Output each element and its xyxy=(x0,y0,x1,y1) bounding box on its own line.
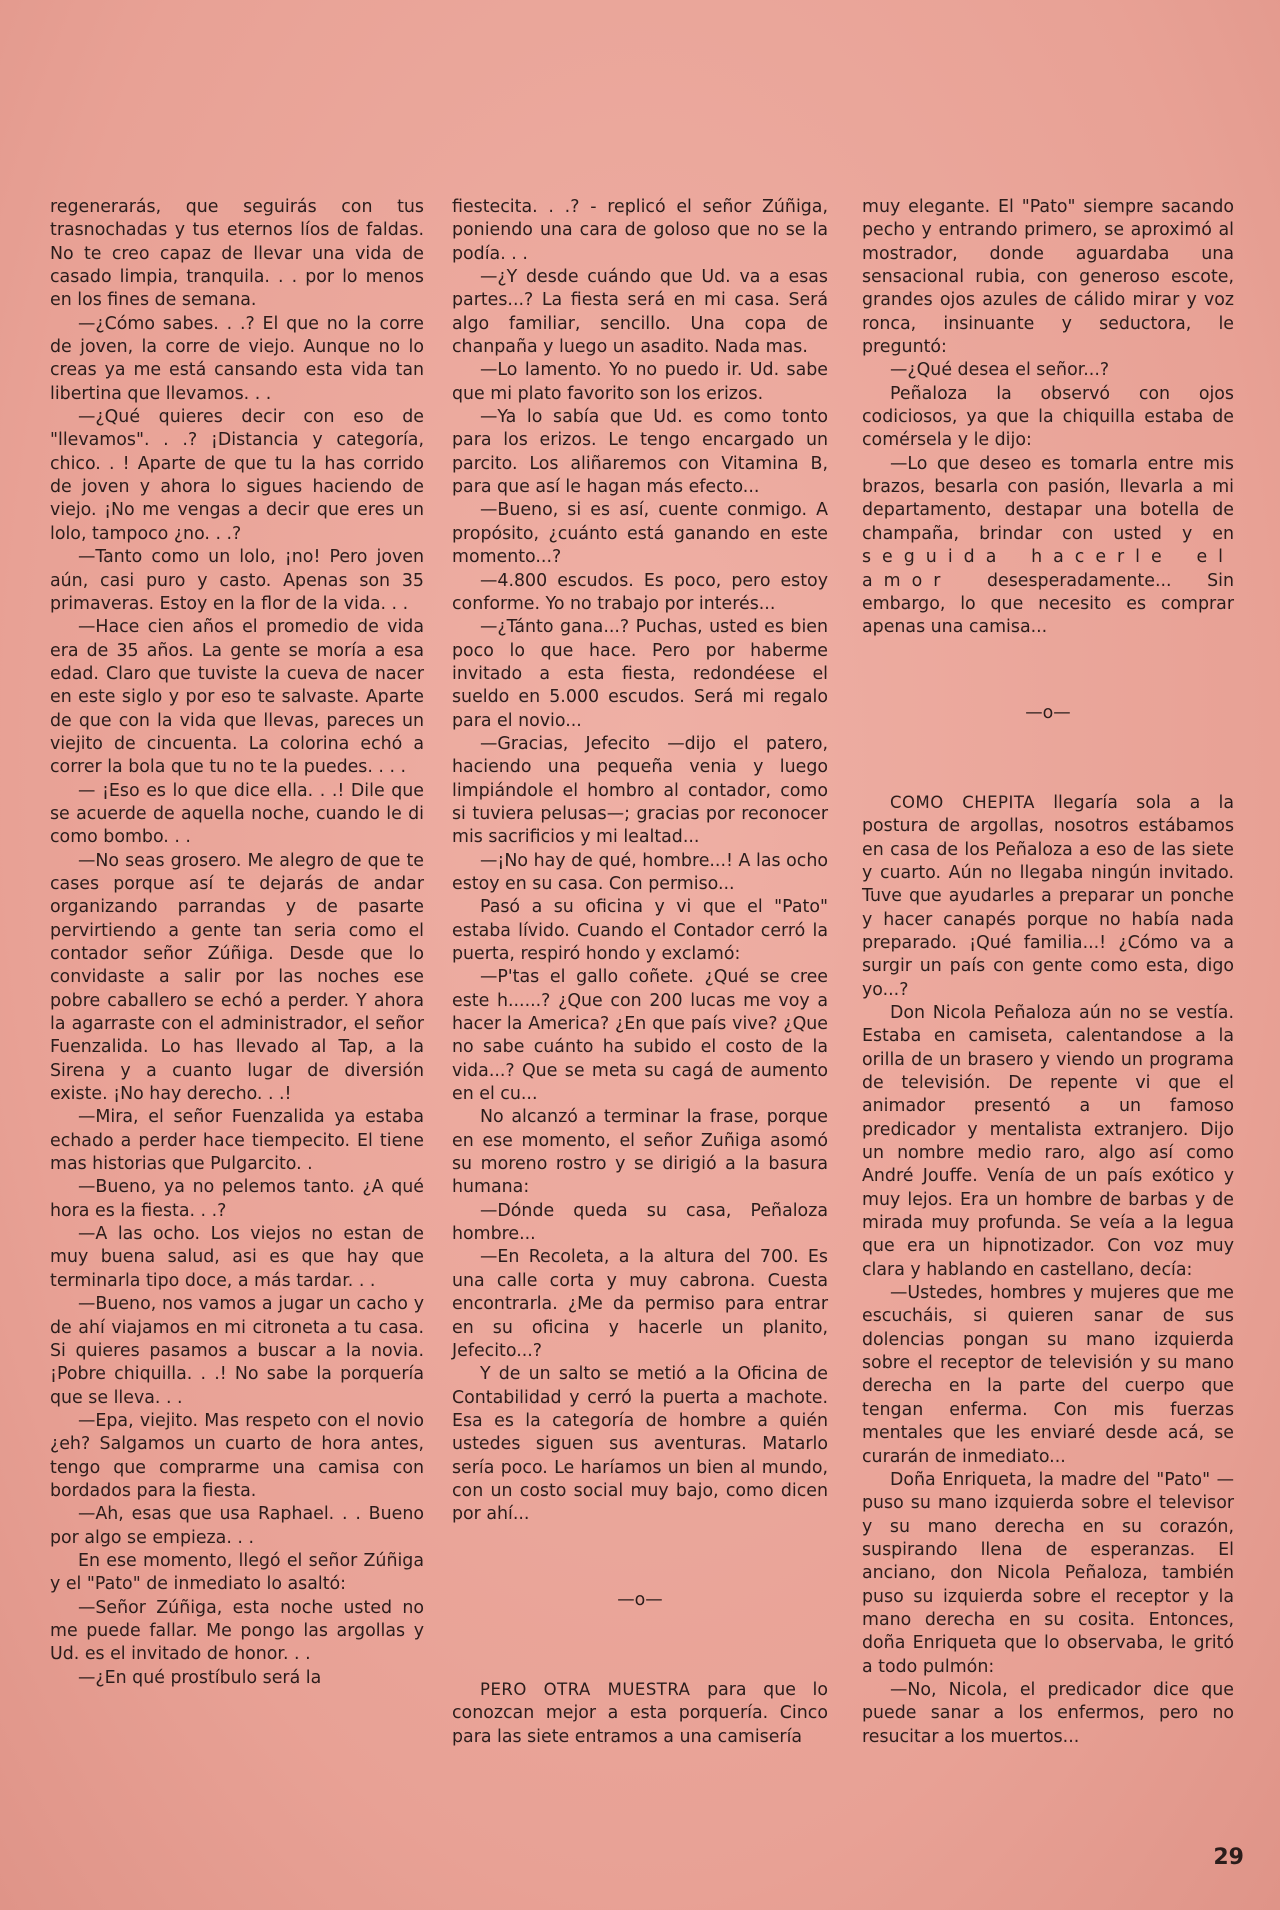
paragraph: — ¡Eso es lo que dice ella. . .! Dile que se acuerde de aquella noche, cuando le di como bombo. . . xyxy=(50,780,424,848)
paragraph: —¿Tánto gana...? Puchas, usted es bien poco lo que hace. Pero por haberme invitado a esta fiesta, redondéese el sueldo en 5.000 escudos. Será mi regalo para el novio... xyxy=(452,617,828,731)
paragraph: —Ah, esas que usa Raphael. . . Bueno por algo se empieza. . . xyxy=(50,1504,424,1548)
section-lead-in: COMO CHEPITA xyxy=(890,792,1035,812)
quote-text: —Lo que deseo es tomarla entre mis brazos, besarla con pasión, llevarla a mi departamento, destapar una botella de champaña, brindar con usted y en xyxy=(862,453,1234,544)
spaced-text: seguida hacerle el amor xyxy=(862,547,1234,591)
paragraph: —Bueno, ya no pelemos tanto. ¿A qué hora es la fiesta. . .? xyxy=(50,1177,424,1221)
text-column-1 xyxy=(50,196,424,1690)
paragraph: —¿Qué desea el señor...? xyxy=(890,360,1110,381)
paragraph-text: para que lo conozcan mejor a esta porquería. Cinco para las siete entramos a una camisería xyxy=(452,1679,828,1747)
paragraph xyxy=(862,791,1234,1002)
paragraph: —Bueno, nos vamos a jugar un cacho y de ahí viajamos en mi citroneta a tu casa. Si quieres pasamos a buscar a la novia. ¡Pobre chiquilla. . .! No sabe la porquería que se lleva. . . xyxy=(50,1294,424,1408)
paragraph: —Lo lamento. Yo no puedo ir. Ud. sabe que mi plato favorito son los erizos. xyxy=(452,360,828,404)
paragraph: —¿Cómo sabes. . .? El que no la corre de joven, la corre de viejo. Aunque no lo creas ya me está cansando esta vida tan libertina que llevamos. . . xyxy=(50,313,424,404)
paragraph: fiestecita. . .? - replicó el señor Zúñiga, poniendo una cara de goloso que no se la podía. . . xyxy=(452,197,828,264)
paragraph: —¿Y desde cuándo que Ud. va a esas partes...? La fiesta será en mi casa. Será algo familiar, sencillo. Una copa de chanpaña y luego un asadito. Nada mas. xyxy=(452,267,828,358)
section-lead-in: PERO OTRA MUESTRA xyxy=(480,1679,691,1699)
paragraph: —P'tas el gallo coñete. ¿Qué se cree este h......? ¿Que con 200 lucas me voy a hacer la America? ¿En que país vive? ¿Que no sabe cuánto ha subido el costo de la vida...? Que se meta su cagá de aumento en el cu... xyxy=(452,967,828,1105)
paragraph: —Ustedes, hombres y mujeres que me escucháis, si quieren sanar de sus dolencias pongan su mano izquierda sobre el receptor de televisión y su mano derecha en la parte del cuerpo que tengan enferma. Con mis fuerzas mentales que les enviaré desde acá, se curarán de inmediato... xyxy=(862,1283,1234,1467)
paragraph: —No seas grosero. Me alegro de que te cases porque así te dejarás de andar organizando parrandas y de pasarte pervirtiendo a gente tan seria como el contador señor Zúñiga. Desde que lo convidaste a salir por las noches ese pobre caballero se echó a perder. Y ahora la agarraste con el administrador, el señor Fuenzalida. Lo has llevado al Tap, a la Sirena y a cuanto lugar de diversión existe. ¡No hay derecho. . .! xyxy=(50,850,424,1105)
paragraph: Pasó a su oficina y vi que el "Pato" estaba lívido. Cuando el Contador cerró la puerta, respiró hondo y exclamó: xyxy=(452,897,828,964)
paragraph: —No, Nicola, el predicador dice que puede sanar a los enfermos, pero no resucitar a los muertos... xyxy=(862,1679,1234,1747)
section-separator: —o— xyxy=(617,1589,663,1610)
paragraph: —Tanto como un lolo, ¡no! Pero joven aún, casi puro y casto. Apenas son 35 primaveras. Estoy en la flor de la vida. . . xyxy=(50,547,424,614)
paragraph: —Hace cien años el promedio de vida era de 35 años. La gente se moría a esa edad. Claro que tuviste la cueva de nacer en este siglo y por eso te salvaste. Aparte de que con la vida que llevas, pareces un viejito de cincuenta. La colorina echó a correr la bola que tu no te la puedes. . . . xyxy=(50,617,424,778)
paragraph: —Gracias, Jefecito —dijo el patero, haciendo una pequeña venia y luego limpiándole el hombro al contador, como si tuviera pelusas—; gracias por reconocer mis sacrificios y mi lealtad... xyxy=(452,733,828,848)
paragraph: No alcanzó a terminar la frase, porque en ese momento, el señor Zuñiga asomó su moreno rostro y se dirigió a la basura humana: xyxy=(452,1107,828,1198)
paragraph: —4.800 escudos. Es poco, pero estoy conforme. Yo no trabajo por interés... xyxy=(452,570,828,614)
section-separator: —o— xyxy=(1025,702,1071,723)
paragraph: regenerarás, que seguirás con tus trasnochadas y tus eternos líos de faldas. No te creo capaz de llevar una vida de casado limpia, tranquila. . . por lo menos en los fines de semana. xyxy=(50,197,424,311)
paragraph: —Señor Zúñiga, esta noche usted no me puede fallar. Me pongo las argollas y Ud. es el invitado de honor. . . xyxy=(50,1597,424,1665)
paragraph: —Dónde queda su casa, Peñaloza hombre... xyxy=(452,1200,828,1245)
paragraph: Y de un salto se metió a la Oficina de Contabilidad y cerró la puerta a machote. Esa es la categoría de hombre a quién ustedes siguen sus aventuras. Matarlo sería poco. Le haríamos un bien al mundo, con un costo social muy bajo, como dicen por ahí... xyxy=(452,1364,828,1525)
paragraph: —A las ocho. Los viejos no estan de muy buena salud, asi es que hay que terminarla tipo doce, a más tardar. . . xyxy=(50,1224,424,1291)
paragraph xyxy=(862,453,1234,640)
paragraph: —En Recoleta, a la altura del 700. Es una calle corta y muy cabrona. Cuesta encontrarla. ¿Me da permiso para entrar en su oficina y hacerle un planito, Jefecito...? xyxy=(452,1247,828,1361)
paragraph: —¿Qué quieres decir con eso de "llevamos". . .? ¡Distancia y categoría, chico. . ! Aparte de que tu la has corrido de joven y ahora lo sigues haciendo de viejo. ¡No me vengas a decir que eres un lolo, tampoco ¿no. . .? xyxy=(50,407,424,544)
paragraph: Doña Enriqueta, la madre del "Pato" —puso su mano izquierda sobre el televisor y su mano derecha en su corazón, suspirando llena de esperanzas. El anciano, don Nicola Peñaloza, también puso su izquierda sobre el receptor y la mano derecha en su cosita. Entonces, doña Enriqueta que lo observaba, le gritó a todo pulmón: xyxy=(862,1469,1234,1677)
paragraph: —Mira, el señor Fuenzalida ya estaba echado a perder hace tiempecito. El tiene mas historias que Pulgarcito. . xyxy=(50,1107,424,1175)
page-number: 29 xyxy=(1213,1845,1244,1870)
paragraph xyxy=(452,1678,828,1749)
paragraph-text: llegaría sola a la postura de argollas, nosotros estábamos en casa de los Peñaloza a eso de las siete y cuarto. Aún no llegaba ningún invitado. Tuve que ayudarles a preparar un ponche y hacer canapés porque no había nada preparado. ¡Qué familia...! ¿Cómo va a surgir un país con gente como esta, digo yo...? xyxy=(862,792,1234,1000)
paragraph: —Ya lo sabía que Ud. es como tonto para los erizos. Le tengo encargado un parcito. Los aliñaremos con Vitamina B, para que así le hagan más efecto... xyxy=(452,407,828,498)
paragraph: Peñaloza la observó con ojos codiciosos, ya que la chiquilla estaba de comérsela y le dijo: xyxy=(862,383,1234,451)
text-column-2 xyxy=(452,196,828,1749)
paragraph: —Bueno, si es así, cuente conmigo. A propósito, ¿cuánto está ganando en este momento...? xyxy=(452,500,828,568)
paragraph: En ese momento, llegó el señor Zúñiga y el "Pato" de inmediato lo asaltó: xyxy=(50,1550,424,1595)
paragraph: —¿En qué prostíbulo será la xyxy=(78,1667,322,1688)
paragraph: muy elegante. El "Pato" siempre sacando pecho y entrando primero, se aproximó al mostrador, donde aguardaba una sensacional rubia, con generoso escote, grandes ojos azules de cálido mirar y voz ronca, insinuante y seductora, le preguntó: xyxy=(862,197,1234,358)
quote-text-end: desesperadamente... Sin embargo, lo que necesito es comprar apenas una camisa... xyxy=(862,570,1234,638)
paragraph: —¡No hay de qué, hombre...! A las ocho estoy en su casa. Con permiso... xyxy=(452,850,828,894)
paragraph: —Epa, viejito. Mas respeto con el novio ¿eh? Salgamos un cuarto de hora antes, tengo que comprarme una camisa con bordados para la fiesta. xyxy=(50,1410,424,1501)
text-column-3 xyxy=(862,196,1234,1749)
paragraph: Don Nicola Peñaloza aún no se vestía. Estaba en camiseta, calentandose a la orilla de un brasero y viendo un programa de televisión. De repente vi que el animador presentó a un famoso predicador y mentalista extranjero. Dijo un nombre medio raro, algo así como André Jouffe. Venía de un país exótico y muy lejos. Era un hombre de barbas y de mirada muy profunda. Se veía a la legua que era un hipnotizador. Con voz muy clara y hablando en castellano, decía: xyxy=(862,1002,1234,1280)
